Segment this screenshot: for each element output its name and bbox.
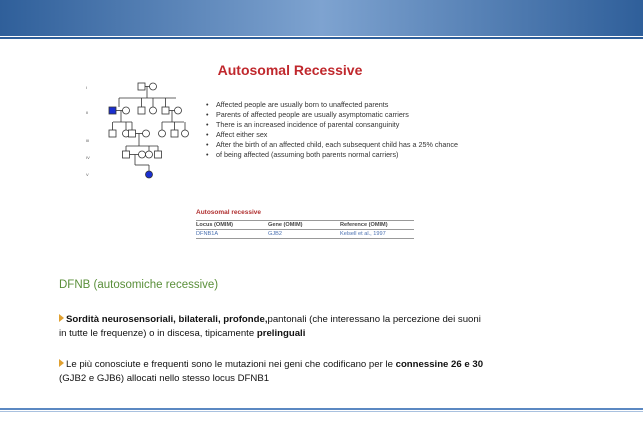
cell-gene: GJB2 [268,231,282,237]
header-band [0,0,643,36]
para2-text1: Le più conosciute e frequenti sono le mutazioni nei geni che codificano per le [66,359,396,370]
bullet-item: • There is an increased incidence of parental consanguinity [204,120,624,130]
para2-text2: (GJB2 e GJB6) allocati nello stesso locus DFNB1 [59,373,270,384]
bullet-item-continuation: • of being affected (assuming both parents normal carriers) [204,150,624,160]
locus-table-header [196,220,414,230]
paragraph-1 [59,313,589,341]
header-reference: Reference (OMIM) [340,222,388,228]
cell-reference: Kelsell et al., 1997 [340,231,386,237]
header-rule [0,37,643,39]
gen-label-3: III [86,138,90,143]
para1-text1: pantonali (che interessano la percezione dei suoni [267,314,481,325]
arrow-bullet-icon [59,314,64,322]
gen-label-4: IV [86,155,90,160]
paragraph-2 [59,358,589,386]
bullet-item: • Parents of affected people are usually asymptomatic carriers [204,110,624,120]
header-gene: Gene (OMIM) [268,222,303,228]
bullet-item: • Affect either sex [204,130,624,140]
locus-table [196,209,414,239]
arrow-bullet-icon [59,359,64,367]
para2-bold: connessine 26 e 30 [395,359,484,370]
table-row [196,230,414,239]
locus-table-title: Autosomal recessive [196,209,262,216]
para1-bold2: prelinguali [256,328,306,339]
para1-text2: in tutte le frequenze) o in discesa, tipicamente [59,328,257,339]
para1-bold: Sordità neurosensoriali, bilaterali, profonde, [66,314,268,325]
figure-bullet-list [204,100,624,160]
footer-rule-thin [0,411,643,412]
gen-label-1: I [86,85,88,90]
bullet-item: • After the birth of an affected child, each subsequent child has a 25% chance [204,140,624,150]
gen-label-5: V [86,172,89,177]
cell-locus: DFNB1A [196,231,219,237]
figure-title: Autosomal Recessive [217,62,363,78]
footer-rule [0,408,643,410]
bullet-item: • Affected people are usually born to unaffected parents [204,100,624,110]
header-locus: Locus (OMIM) [196,222,233,228]
gen-label-2: II [86,110,89,115]
pedigree-chart [86,80,198,186]
section-heading: DFNB (autosomiche recessive) [59,279,219,291]
